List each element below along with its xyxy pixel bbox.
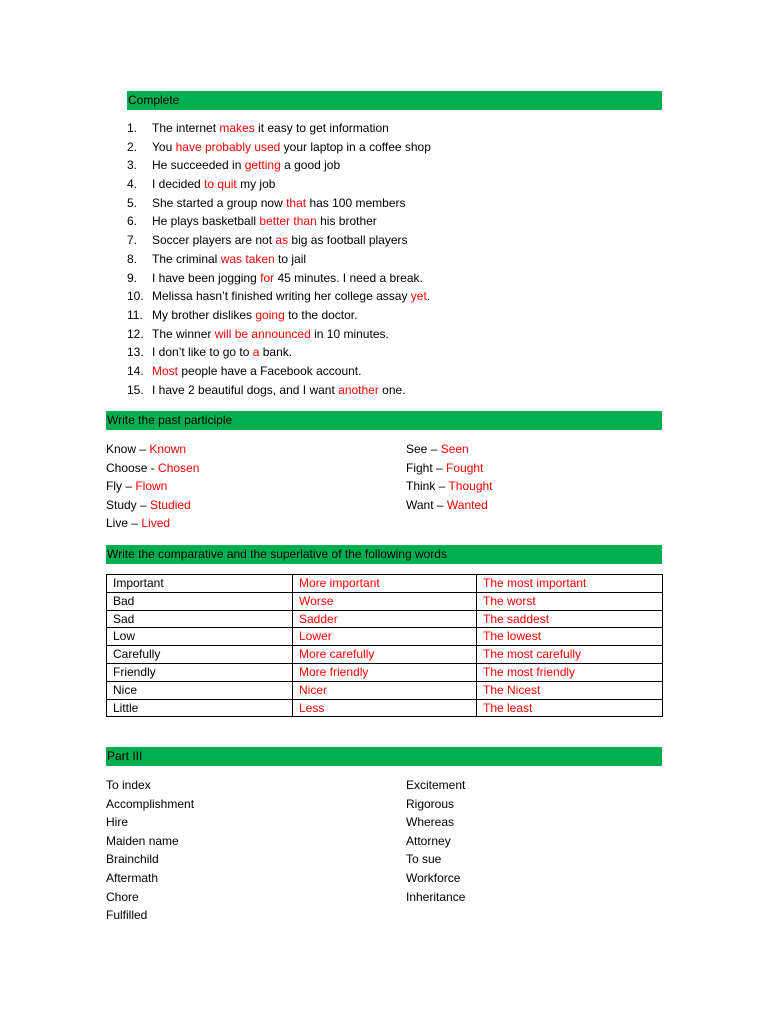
item-text-after: big as football players xyxy=(288,233,408,248)
complete-item xyxy=(127,175,431,194)
participle-row xyxy=(106,514,199,533)
item-answer: that xyxy=(286,195,307,210)
table-row xyxy=(107,592,663,610)
verb-participle: Lived xyxy=(141,516,171,531)
adjective-cell: Bad xyxy=(107,592,293,610)
item-text-after: in 10 minutes. xyxy=(310,326,389,341)
superlative-cell: The most friendly xyxy=(477,663,663,681)
section-header-part-3: Part III xyxy=(106,747,662,766)
table-row xyxy=(107,663,663,681)
verb-participle: Fought xyxy=(446,460,484,475)
superlative-cell: The most important xyxy=(477,575,663,593)
adjective-cell: Carefully xyxy=(107,646,293,664)
item-text-after: a good job xyxy=(280,158,341,173)
item-number: 15. xyxy=(127,382,144,397)
item-answer: for xyxy=(260,270,275,285)
past-participle-right-column xyxy=(406,440,493,514)
superlative-cell: The worst xyxy=(477,592,663,610)
item-text-before: My brother dislikes xyxy=(152,307,256,322)
adjective-cell: Little xyxy=(107,699,293,717)
vocabulary-word: Accomplishment xyxy=(106,796,195,811)
item-number: 5. xyxy=(127,195,138,210)
table-row xyxy=(107,628,663,646)
item-text-after: to the doctor. xyxy=(284,307,358,322)
verb-participle: Thought xyxy=(448,479,493,494)
complete-item xyxy=(127,362,431,381)
adjective-cell: Low xyxy=(107,628,293,646)
item-text-after: to jail xyxy=(274,251,307,266)
item-answer: yet xyxy=(410,289,427,304)
item-text-before: He plays basketball xyxy=(152,214,260,229)
item-answer: better than xyxy=(259,214,317,229)
vocabulary-word: To sue xyxy=(406,852,442,867)
vocabulary-word: Brainchild xyxy=(106,852,159,867)
item-text-before: Soccer players are not xyxy=(152,233,276,248)
item-text-before: I don’t like to go to xyxy=(152,345,253,360)
vocabulary-word: Aftermath xyxy=(106,870,159,885)
complete-item xyxy=(127,306,431,325)
item-answer: a xyxy=(252,345,260,360)
adjective-cell: Important xyxy=(107,575,293,593)
item-number: 7. xyxy=(127,233,138,248)
superlative-cell: The Nicest xyxy=(477,681,663,699)
item-text-before: I decided xyxy=(152,177,205,192)
vocabulary-word: Workforce xyxy=(406,870,461,885)
verb-base: Choose - xyxy=(106,460,159,475)
table-row xyxy=(107,699,663,717)
complete-item xyxy=(127,287,431,306)
participle-row xyxy=(106,440,199,459)
complete-item xyxy=(127,212,431,231)
item-answer: another xyxy=(338,382,379,397)
comparative-cell: Worse xyxy=(293,592,477,610)
vocabulary-word: Maiden name xyxy=(106,833,179,848)
adjective-cell: Nice xyxy=(107,681,293,699)
verb-participle: Studied xyxy=(150,497,191,512)
vocabulary-word: Hire xyxy=(106,815,129,830)
vocabulary-word: Chore xyxy=(106,889,139,904)
item-number: 8. xyxy=(127,251,138,266)
part-3-right-column xyxy=(406,776,465,906)
item-number: 11. xyxy=(127,307,143,322)
complete-list xyxy=(127,119,431,399)
verb-base: See – xyxy=(406,442,441,456)
complete-item xyxy=(127,119,431,138)
section-header-past-participle: Write the past participle xyxy=(106,411,662,430)
item-text-before: She started a group now xyxy=(152,195,287,210)
item-text-after: . xyxy=(426,289,431,304)
participle-row xyxy=(106,496,199,515)
verb-base: Know – xyxy=(106,442,150,456)
item-text-before: You xyxy=(152,139,176,154)
comparative-cell: Sadder xyxy=(293,610,477,628)
participle-row xyxy=(106,477,199,496)
item-number: 12. xyxy=(127,326,144,341)
item-number: 13. xyxy=(127,345,144,360)
participle-row xyxy=(406,440,493,459)
item-answer: getting xyxy=(244,158,281,173)
verb-participle: Wanted xyxy=(446,497,488,512)
table-row xyxy=(107,575,663,593)
vocabulary-word: Attorney xyxy=(406,833,451,848)
part-3-left-column xyxy=(106,776,194,925)
item-answer: to quit xyxy=(204,177,237,192)
superlative-cell: The most carefully xyxy=(477,646,663,664)
item-text-after: people have a Facebook account. xyxy=(178,363,362,378)
verb-base: Fly – xyxy=(106,479,136,494)
item-number: 6. xyxy=(127,214,138,229)
item-answer: makes xyxy=(219,121,255,135)
item-answer: have probably used xyxy=(175,139,281,154)
item-text-before: He succeeded in xyxy=(152,158,245,173)
item-text-before: Melissa hasn’t finished writing her college assay xyxy=(152,289,411,304)
vocabulary-word: Whereas xyxy=(406,815,455,830)
item-answer: will be announced xyxy=(214,326,311,341)
verb-base: Want – xyxy=(406,497,447,512)
complete-item xyxy=(127,231,431,250)
superlative-cell: The least xyxy=(477,699,663,717)
complete-item xyxy=(127,325,431,344)
vocabulary-word: Excitement xyxy=(406,778,466,792)
comparative-cell: More friendly xyxy=(293,663,477,681)
comparative-cell: Nicer xyxy=(293,681,477,699)
item-answer: was taken xyxy=(220,251,275,266)
verb-participle: Seen xyxy=(440,442,469,456)
participle-row xyxy=(406,477,493,496)
comparative-cell: Less xyxy=(293,699,477,717)
complete-item xyxy=(127,381,431,400)
complete-item xyxy=(127,343,431,362)
verb-base: Study – xyxy=(106,497,151,512)
table-row xyxy=(107,681,663,699)
item-number: 1. xyxy=(127,121,138,135)
verb-base: Think – xyxy=(406,479,449,494)
item-text-before: I have been jogging xyxy=(152,270,261,285)
complete-item xyxy=(127,156,431,175)
verb-base: Fight – xyxy=(406,460,447,475)
verb-participle: Known xyxy=(149,442,187,456)
item-text-after: your laptop in a coffee shop xyxy=(280,139,431,154)
table-row xyxy=(107,610,663,628)
complete-item xyxy=(127,194,431,213)
participle-row xyxy=(106,459,199,478)
item-number: 4. xyxy=(127,177,138,192)
item-answer: going xyxy=(255,307,285,322)
item-text-after: bank. xyxy=(259,345,293,360)
adjective-cell: Sad xyxy=(107,610,293,628)
vocabulary-word: Fulfilled xyxy=(106,908,148,923)
comparative-cell: Lower xyxy=(293,628,477,646)
superlative-cell: The lowest xyxy=(477,628,663,646)
item-number: 3. xyxy=(127,158,138,173)
item-number: 10. xyxy=(127,289,144,304)
item-text-after: his brother xyxy=(316,214,377,229)
adjective-cell: Friendly xyxy=(107,663,293,681)
item-text-after: it easy to get information xyxy=(254,121,389,135)
table-row xyxy=(107,646,663,664)
vocabulary-word: Rigorous xyxy=(406,796,455,811)
item-number: 14. xyxy=(127,363,144,378)
item-number: 2. xyxy=(127,139,138,154)
item-text-before: The criminal xyxy=(152,251,221,266)
complete-item xyxy=(127,269,431,288)
item-answer: as xyxy=(275,233,289,248)
item-text-after: 45 minutes. I need a break. xyxy=(274,270,423,285)
vocabulary-word: To index xyxy=(106,778,151,792)
verb-participle: Flown xyxy=(135,479,168,494)
item-text-after: has 100 members xyxy=(306,195,406,210)
past-participle-left-column xyxy=(106,440,199,533)
item-number: 9. xyxy=(127,270,138,285)
comparative-cell: More carefully xyxy=(293,646,477,664)
verb-base: Live – xyxy=(106,516,142,531)
item-text-before: The winner xyxy=(152,326,215,341)
comparative-cell: More important xyxy=(293,575,477,593)
complete-item xyxy=(127,250,431,269)
vocabulary-word: Inheritance xyxy=(406,889,466,904)
participle-row xyxy=(406,459,493,478)
verb-participle: Chosen xyxy=(158,460,200,475)
item-text-before: I have 2 beautiful dogs, and I want xyxy=(152,382,339,397)
comparative-table xyxy=(106,574,663,717)
section-header-complete: Complete xyxy=(127,91,662,110)
item-text-before: The internet xyxy=(152,121,220,135)
participle-row xyxy=(406,496,493,515)
item-text-after: one. xyxy=(378,382,406,397)
section-header-comparative: Write the comparative and the superlative of the following words xyxy=(106,545,662,564)
item-text-after: my job xyxy=(236,177,276,192)
item-answer: Most xyxy=(152,363,179,378)
complete-item xyxy=(127,138,431,157)
superlative-cell: The saddest xyxy=(477,610,663,628)
